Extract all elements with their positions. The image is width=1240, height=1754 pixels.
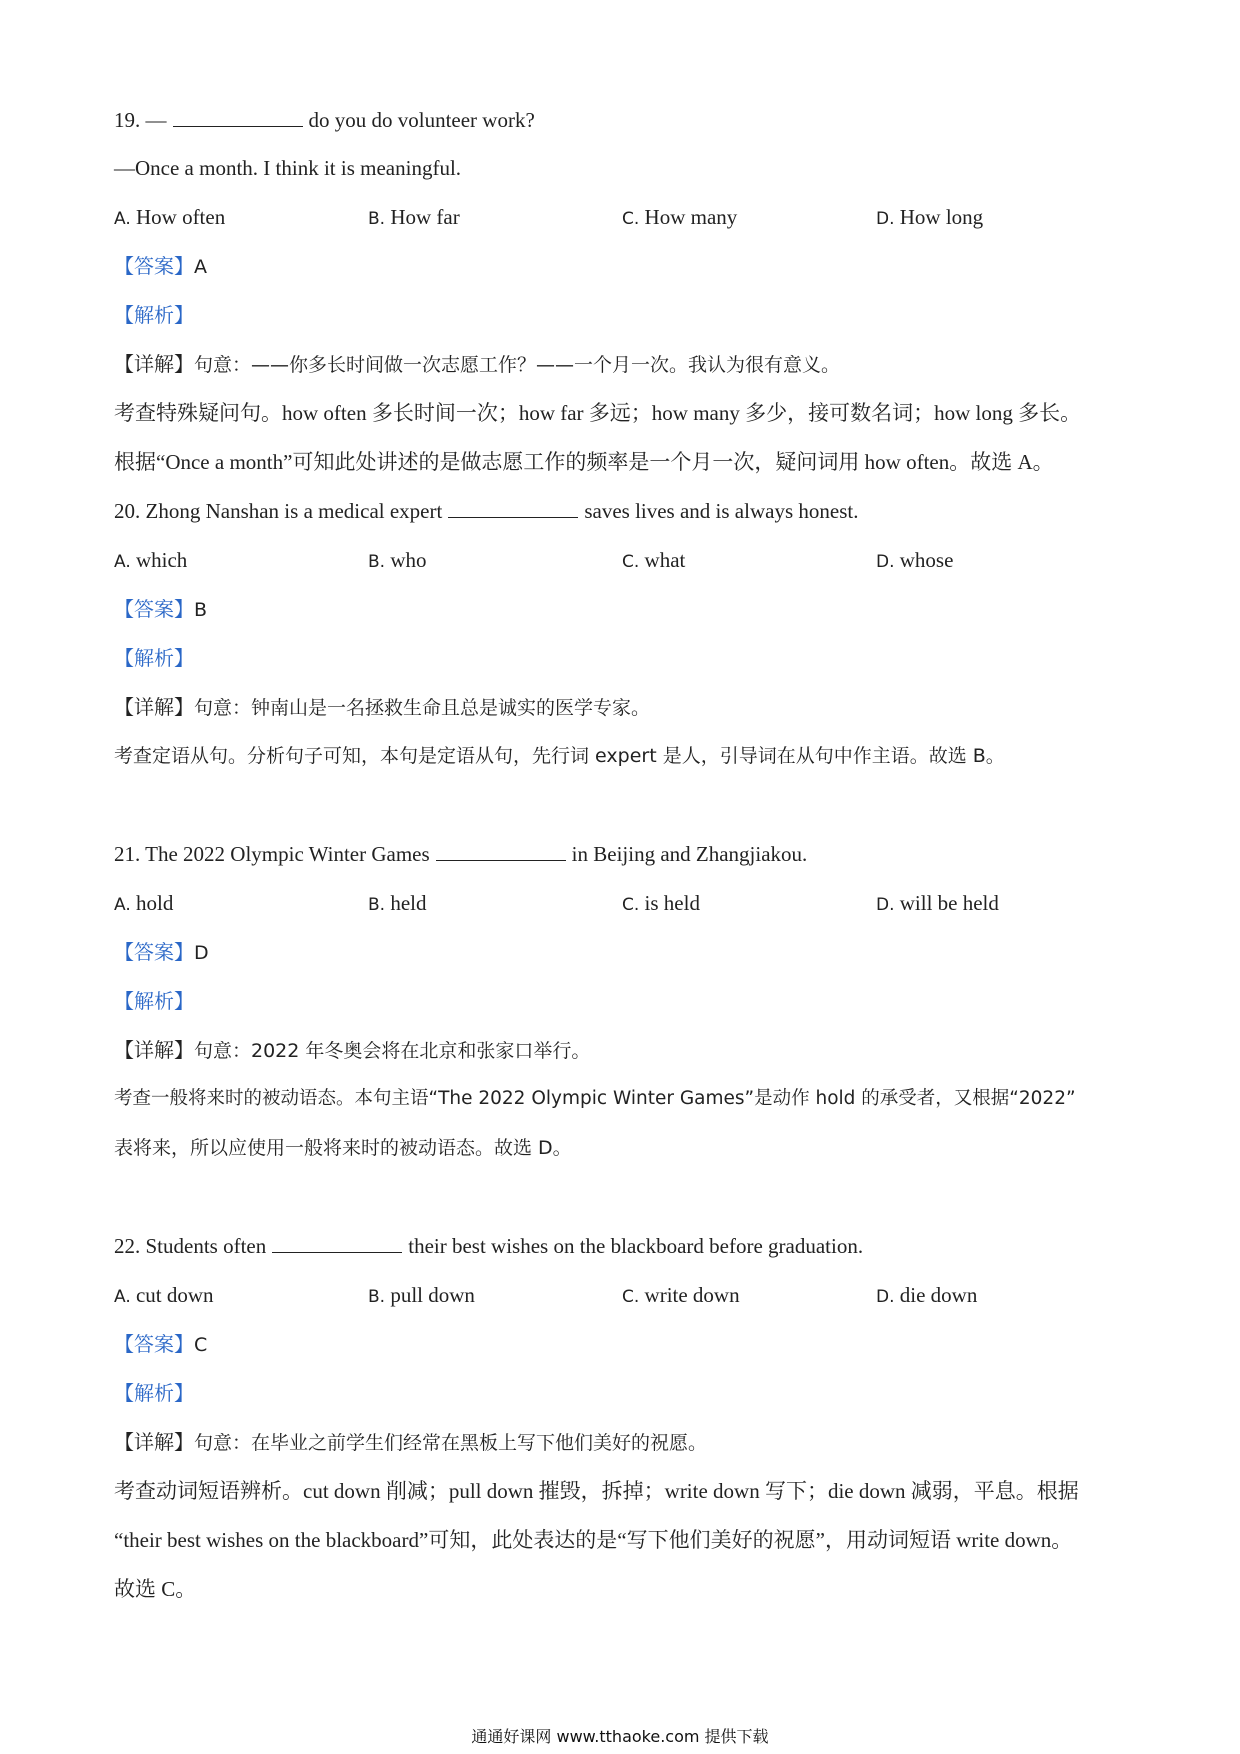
- q19-analysis-heading: 【解析】: [114, 303, 194, 327]
- q20-detail: 【详解】句意：钟南山是一名拯救生命且总是诚实的医学专家。: [114, 695, 651, 719]
- q22-explain-2: “their best wishes on the blackboard”可知，此处表达的是“写下他们美好的祝愿”，用动词短语 write down。: [114, 1528, 1073, 1552]
- q22-option-d: D. die down: [876, 1283, 978, 1307]
- q22-answer: 【答案】C: [114, 1332, 208, 1356]
- q20-answer: 【答案】B: [114, 597, 208, 621]
- q21-option-b: B. held: [368, 891, 427, 915]
- q21-option-a: A. hold: [114, 891, 174, 915]
- q20-option-b: B. who: [368, 548, 427, 572]
- page-footer: 通通好课网 www.tthaoke.com 提供下载: [471, 1727, 769, 1746]
- q19-option-c: C. How many: [622, 205, 738, 229]
- q20-explain-1: 考查定语从句。分析句子可知，本句是定语从句，先行词 expert 是人，引导词在从句中作主语。故选 B。: [114, 745, 1005, 767]
- q19-stem-reply: —Once a month. I think it is meaningful.: [114, 156, 462, 180]
- q20-stem: 20. Zhong Nanshan is a medical expert saves lives and is always honest.: [114, 499, 859, 523]
- answer-blank: [436, 840, 566, 861]
- q20-analysis-heading: 【解析】: [114, 646, 194, 670]
- q21-option-c: C. is held: [622, 891, 700, 915]
- q22-explain-3: 故选 C。: [114, 1577, 197, 1601]
- q21-analysis-heading: 【解析】: [114, 989, 194, 1013]
- q21-detail: 【详解】句意：2022 年冬奥会将在北京和张家口举行。: [114, 1038, 591, 1062]
- q19-option-a: A. How often: [114, 205, 226, 229]
- q22-detail: 【详解】句意：在毕业之前学生们经常在黑板上写下他们美好的祝愿。: [114, 1430, 708, 1454]
- q19-option-b: B. How far: [368, 205, 460, 229]
- answer-blank: [448, 497, 578, 518]
- q19-answer: 【答案】A: [114, 254, 207, 278]
- q19-detail: 【详解】句意：——你多长时间做一次志愿工作？——一个月一次。我认为很有意义。: [114, 352, 841, 376]
- q19-option-d: D. How long: [876, 205, 984, 229]
- q21-explain-2: 表将来，所以应使用一般将来时的被动语态。故选 D。: [114, 1137, 572, 1159]
- answer-blank: [272, 1232, 402, 1253]
- q22-stem: 22. Students often their best wishes on the blackboard before graduation.: [114, 1234, 864, 1258]
- q19-stem: 19. — do you do volunteer work?: [114, 108, 535, 132]
- q19-explain-2: 根据“Once a month”可知此处讲述的是做志愿工作的频率是一个月一次，疑问词用 how often。故选 A。: [114, 450, 1054, 474]
- q21-option-d: D. will be held: [876, 891, 999, 915]
- q22-option-c: C. write down: [622, 1283, 740, 1307]
- q22-analysis-heading: 【解析】: [114, 1381, 194, 1405]
- q20-option-d: D. whose: [876, 548, 954, 572]
- q22-option-b: B. pull down: [368, 1283, 475, 1307]
- q21-explain-1: 考查一般将来时的被动语态。本句主语“The 2022 Olympic Winter Games”是动作 hold 的承受者，又根据“2022”: [114, 1088, 1076, 1109]
- q20-option-a: A. which: [114, 548, 188, 572]
- q20-option-c: C. what: [622, 548, 686, 572]
- q19-explain-1: 考查特殊疑问句。how often 多长时间一次；how far 多远；how many 多少，接可数名词；how long 多长。: [114, 401, 1082, 425]
- q21-answer: 【答案】D: [114, 940, 209, 964]
- answer-blank: [173, 106, 303, 127]
- q21-stem: 21. The 2022 Olympic Winter Games in Beijing and Zhangjiakou.: [114, 842, 808, 866]
- q22-option-a: A. cut down: [114, 1283, 214, 1307]
- q22-explain-1: 考查动词短语辨析。cut down 削减；pull down 摧毁，拆掉；write down 写下；die down 减弱，平息。根据: [114, 1479, 1079, 1503]
